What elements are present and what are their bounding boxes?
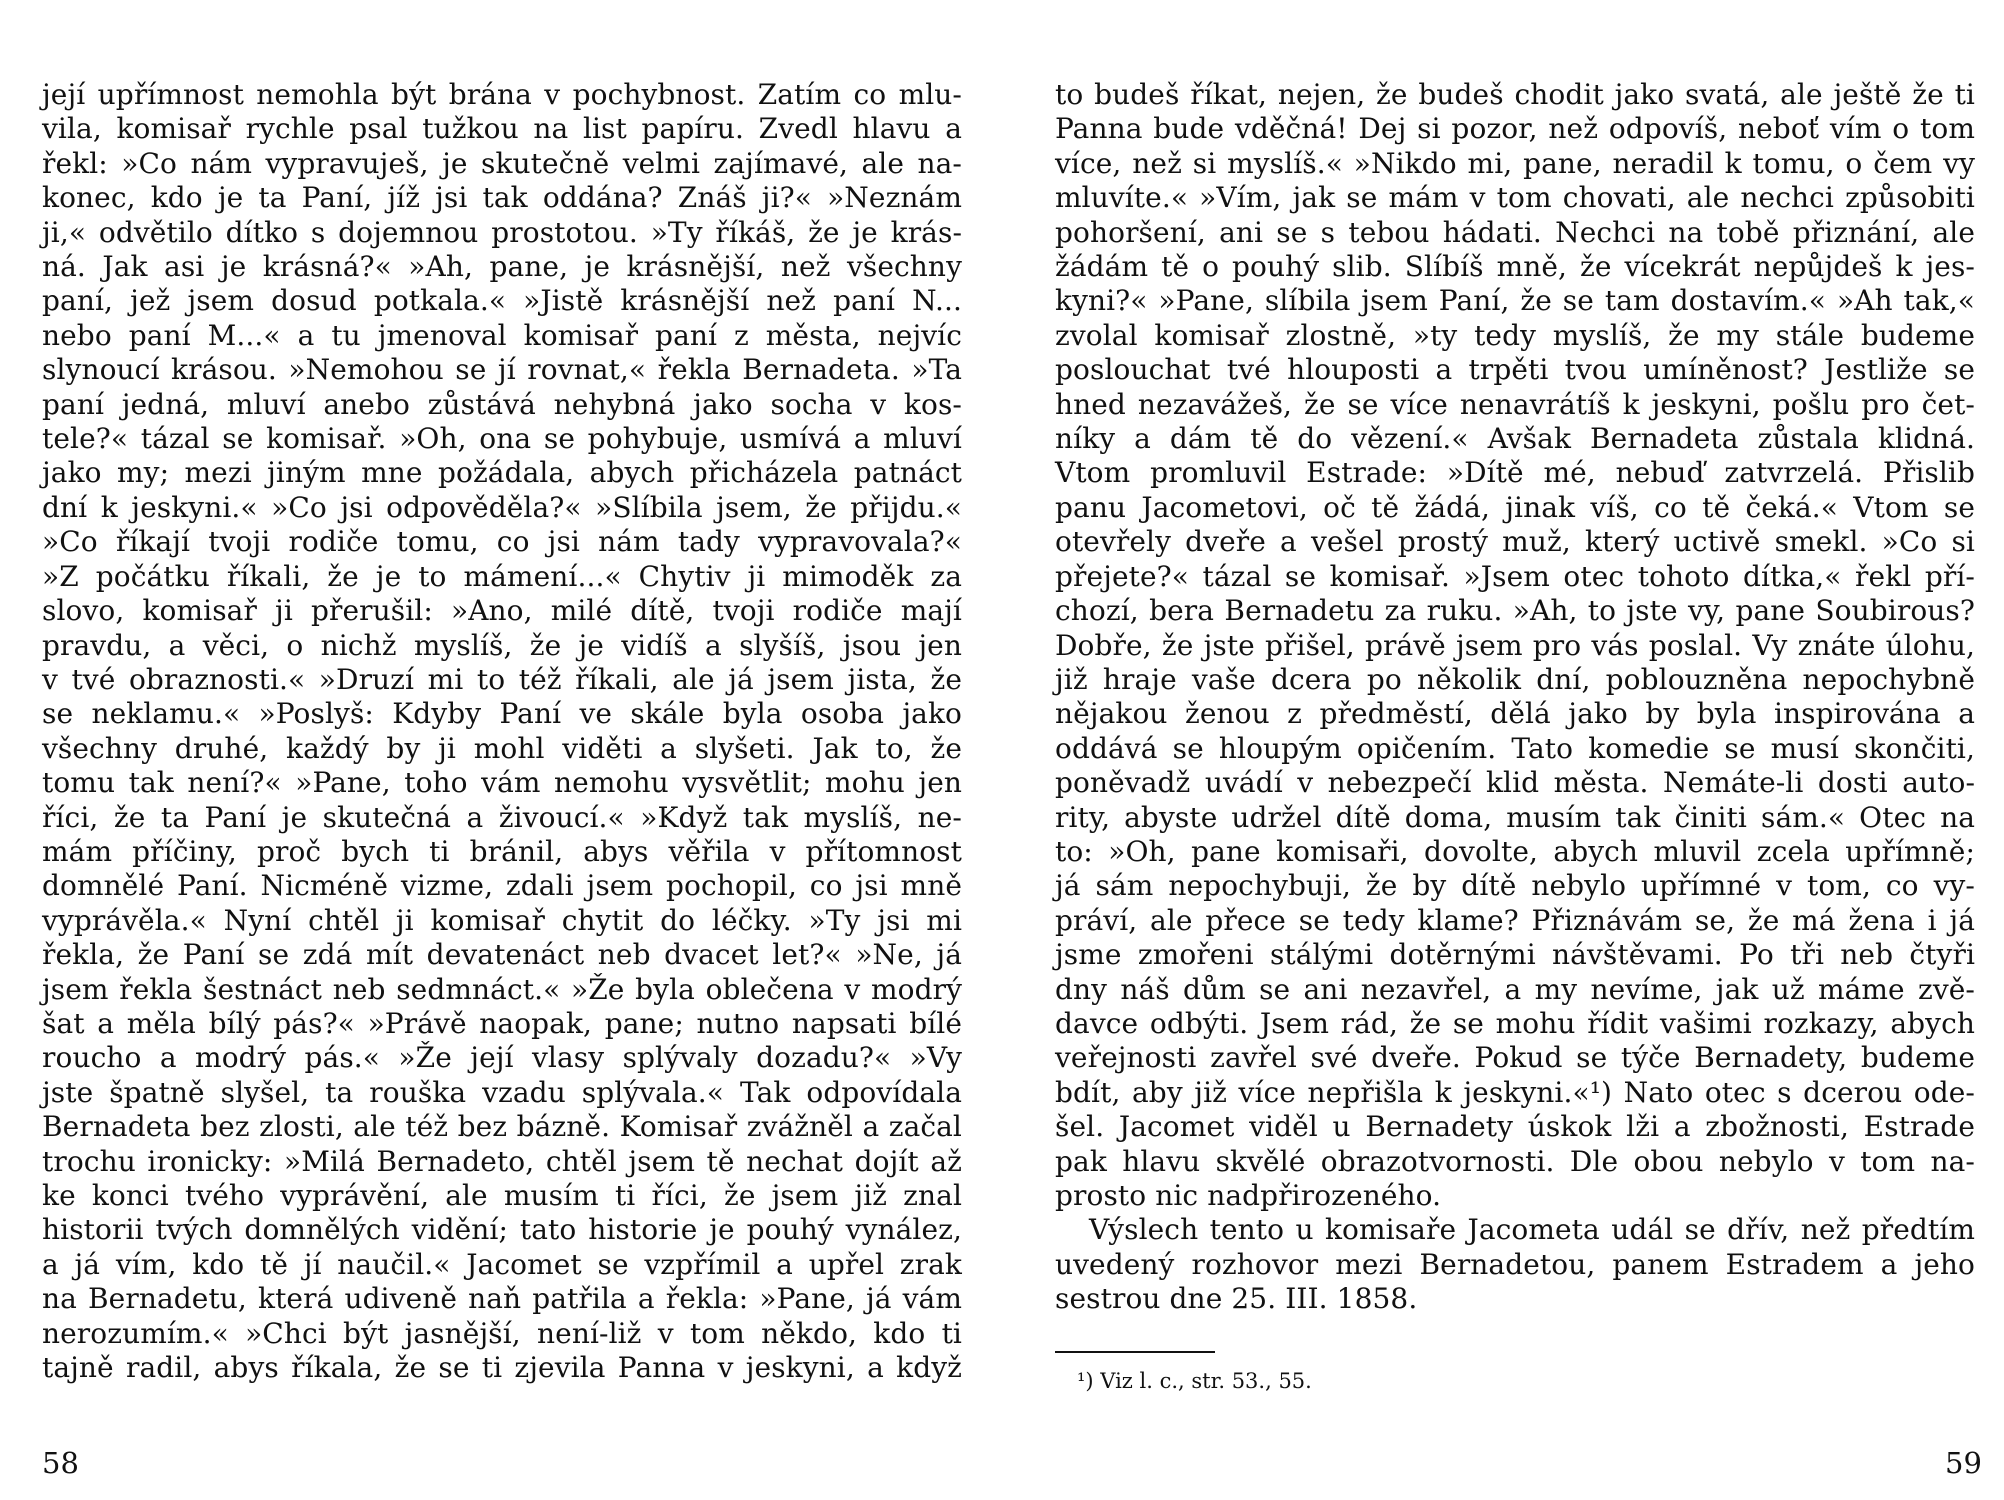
text-line: Vtom promluvil Estrade: »Dítě mé, nebuď zatvrzelá. Přislib: [1055, 456, 1975, 490]
text-line: paní, jež jsem dosud potkala.« »Jistě krásnější než paní N...: [42, 284, 962, 318]
text-line: slynoucí krásou. »Nemohou se jí rovnat,« řekla Bernadeta. »Ta: [42, 353, 962, 387]
text-line: Panna bude vděčná! Dej si pozor, než odpovíš, neboť vím o tom: [1055, 112, 1975, 146]
text-line: šel. Jacomet viděl u Bernadety úskok lži a zbožnosti, Estrade: [1055, 1110, 1975, 1144]
text-line: řekl: »Co nám vypravuješ, je skutečně velmi zajímavé, ale na-: [42, 146, 962, 180]
left-page: [42, 78, 962, 1385]
text-line: sestrou dne 25. III. 1858.: [1055, 1282, 1418, 1316]
text-line: konec, kdo je ta Paní, jíž jsi tak oddána? Znáš ji?« »Neznám: [42, 181, 962, 215]
text-line: prosto nic nadpřirozeného.: [1055, 1179, 1442, 1212]
text-line: dny náš dům se ani nezavřel, a my nevíme, jak už máme zvě-: [1055, 972, 1975, 1006]
text-line: paní jedná, mluví anebo zůstává nehybná jako socha v kos-: [42, 387, 962, 421]
text-line: veřejnosti zavřel své dveře. Pokud se týče Bernadety, budeme: [1055, 1041, 1975, 1075]
text-line: »Co říkají tvoji rodiče tomu, co jsi nám tady vypravovala?«: [42, 525, 962, 559]
text-line: žádám tě o pouhý slib. Slíbíš mně, že vícekrát nepůjdeš k jes-: [1055, 250, 1975, 284]
text-line: nějakou ženou z předměstí, dělá jako by byla inspirována a: [1055, 697, 1975, 731]
right-page-paragraph-1: [1055, 78, 1975, 1213]
text-line: uvedený rozhovor mezi Bernadetou, panem Estradem a jeho: [1055, 1247, 1975, 1281]
text-line: to budeš říkat, nejen, že budeš chodit jako svatá, ale ještě že ti: [1055, 78, 1975, 111]
text-line: Dobře, že jste přišel, právě jsem pro vás poslal. Vy znáte úlohu,: [1055, 628, 1975, 662]
text-line: trochu ironicky: »Milá Bernadeto, chtěl jsem tě nechat dojít až: [42, 1144, 962, 1178]
right-page-number: 59: [1945, 1446, 1982, 1480]
text-line: vyprávěla.« Nyní chtěl ji komisař chytit do léčky. »Ty jsi mi: [42, 903, 962, 937]
text-line: davce odbýti. Jsem rád, že se mohu řídit vašimi rozkazy, abych: [1055, 1006, 1975, 1040]
text-line: tomu tak není?« »Pane, toho vám nemohu vysvětlit; mohu jen: [42, 766, 962, 800]
text-line: ná. Jak asi je krásná?« »Ah, pane, je krásnější, než všechny: [42, 250, 962, 284]
text-line: a já vím, kdo tě jí naučil.« Jacomet se vzpřímil a upřel zrak: [42, 1247, 962, 1281]
text-line: bdít, aby již více nepřišla k jeskyni.«¹) Nato otec s dcerou ode-: [1055, 1075, 1975, 1109]
text-line: práví, ale přece se tedy klame? Přiznávám se, že má žena i já: [1055, 903, 1975, 937]
text-line: nebo paní M...« a tu jmenoval komisař paní z města, nejvíc: [42, 318, 962, 352]
text-line: říci, že ta Paní je skutečná a živoucí.« »Když tak myslíš, ne-: [42, 800, 962, 834]
text-line: řekla, že Paní se zdá mít devatenáct neb dvacet let?« »Ne, já: [42, 938, 962, 972]
left-page-number: 58: [42, 1446, 79, 1480]
footnote-rule: [1055, 1351, 1215, 1353]
text-line: to: »Oh, pane komisaři, dovolte, abych mluvil zcela upřímně;: [1055, 834, 1975, 868]
text-line: dní k jeskyni.« »Co jsi odpověděla?« »Slíbila jsem, že přijdu.«: [42, 490, 962, 524]
text-line: roucho a modrý pás.« »Že její vlasy splývaly dozadu?« »Vy: [42, 1041, 962, 1075]
text-line: v tvé obraznosti.« »Druzí mi to též říkali, ale já jsem jista, že: [42, 662, 962, 696]
text-line: mám příčiny, proč bych ti bránil, abys věřila v přítomnost: [42, 834, 962, 868]
text-line: nerozumím.« »Chci být jasnější, není-liž v tom někdo, kdo ti: [42, 1316, 962, 1350]
text-line: ke konci tvého vyprávění, ale musím ti říci, že jsem již znal: [42, 1179, 962, 1212]
text-line: již hraje vaše dcera po několik dní, poblouzněna nepochybně: [1055, 662, 1975, 696]
text-line: přejete?« tázal se komisař. »Jsem otec tohoto dítka,« řekl pří-: [1055, 559, 1975, 593]
footnote: ¹) Viz l. c., str. 53., 55.: [1077, 1368, 1312, 1393]
text-line: mluvíte.« »Vím, jak se mám v tom chovati, ale nechci způsobiti: [1055, 181, 1975, 215]
text-line: ji,« odvětilo dítko s dojemnou prostotou. »Ty říkáš, že je krás-: [42, 215, 962, 249]
text-line: slovo, komisař ji přerušil: »Ano, milé dítě, tvoji rodiče mají: [42, 594, 962, 628]
text-line: hned nezavážeš, že se více nenavrátíš k jeskyni, pošlu pro čet-: [1055, 387, 1975, 421]
text-line: poněvadž uvádí v nebezpečí klid města. Nemáte-li dosti auto-: [1055, 766, 1975, 800]
text-line: vila, komisař rychle psal tužkou na list papíru. Zvedl hlavu a: [42, 112, 962, 146]
text-line: chozí, bera Bernadetu za ruku. »Ah, to jste vy, pane Soubirous?: [1055, 594, 1975, 628]
text-line: všechny druhé, každý by ji mohl viděti a slyšeti. Jak to, že: [42, 731, 962, 765]
left-page-text: [42, 78, 962, 1385]
text-line: jste špatně slyšel, ta rouška vzadu splývala.« Tak odpovídala: [42, 1075, 962, 1109]
text-line: zvolal komisař zlostně, »ty tedy myslíš, že my stále budeme: [1055, 318, 1975, 352]
text-line: pak hlavu skvělé obrazotvornosti. Dle obou nebylo v tom na-: [1055, 1144, 1975, 1178]
text-line: rity, abyste udržel dítě doma, musím tak činiti sám.« Otec na: [1055, 800, 1975, 834]
right-page: [1055, 78, 1975, 1395]
text-line: kyni?« »Pane, slíbila jsem Paní, že se tam dostavím.« »Ah tak,«: [1055, 284, 1975, 318]
text-line: já sám nepochybuji, že by dítě nebylo upřímné v tom, co vy-: [1055, 869, 1975, 903]
text-line: panu Jacometovi, oč tě žádá, jinak víš, co tě čeká.« Vtom se: [1055, 490, 1975, 524]
text-line: tajně radil, abys říkala, že se ti zjevila Panna v jeskyni, a když: [42, 1351, 962, 1385]
text-line: Výslech tento u komisaře Jacometa udál se dřív, než předtím: [1089, 1213, 1975, 1247]
text-line: jsem řekla šestnáct neb sedmnáct.« »Že byla oblečena v modrý: [42, 972, 962, 1006]
text-line: více, než si myslíš.« »Nikdo mi, pane, neradil k tomu, o čem vy: [1055, 146, 1975, 180]
text-line: »Z počátku říkali, že je to mámení...« Chytiv ji mimoděk za: [42, 559, 962, 593]
text-line: jako my; mezi jiným mne požádala, abych přicházela patnáct: [42, 456, 962, 490]
right-page-paragraph-2: [1055, 1213, 1975, 1316]
text-line: historii tvých domnělých vidění; tato historie je pouhý vynález,: [42, 1213, 962, 1247]
text-line: její upřímnost nemohla být brána v pochybnost. Zatím co mlu-: [42, 78, 962, 111]
text-line: domnělé Paní. Nicméně vizme, zdali jsem pochopil, co jsi mně: [42, 869, 962, 903]
text-line: na Bernadetu, která udiveně naň patřila a řekla: »Pane, já vám: [42, 1282, 962, 1316]
text-line: pravdu, a věci, o nichž myslíš, že je vidíš a slyšíš, jsou jen: [42, 628, 962, 662]
text-line: Bernadeta bez zlosti, ale též bez bázně. Komisař zvážněl a začal: [42, 1110, 962, 1144]
text-line: šat a měla bílý pás?« »Právě naopak, pane; nutno napsati bílé: [42, 1006, 962, 1040]
text-line: oddává se hloupým opičením. Tato komedie se musí skončiti,: [1055, 731, 1975, 765]
text-line: tele?« tázal se komisař. »Oh, ona se pohybuje, usmívá a mluví: [42, 422, 962, 456]
text-line: otevřely dveře a vešel prostý muž, který uctivě smekl. »Co si: [1055, 525, 1975, 559]
text-line: se neklamu.« »Poslyš: Kdyby Paní ve skále byla osoba jako: [42, 697, 962, 731]
text-line: jsme zmořeni stálými dotěrnými návštěvami. Po tři neb čtyři: [1055, 938, 1975, 972]
text-line: níky a dám tě do vězení.« Avšak Bernadeta zůstala klidná.: [1055, 422, 1975, 456]
text-line: poslouchat tvé hlouposti a trpěti tvou umíněnost? Jestliže se: [1055, 353, 1975, 387]
text-line: pohoršení, ani se s tebou hádati. Nechci na tobě přiznání, ale: [1055, 215, 1975, 249]
